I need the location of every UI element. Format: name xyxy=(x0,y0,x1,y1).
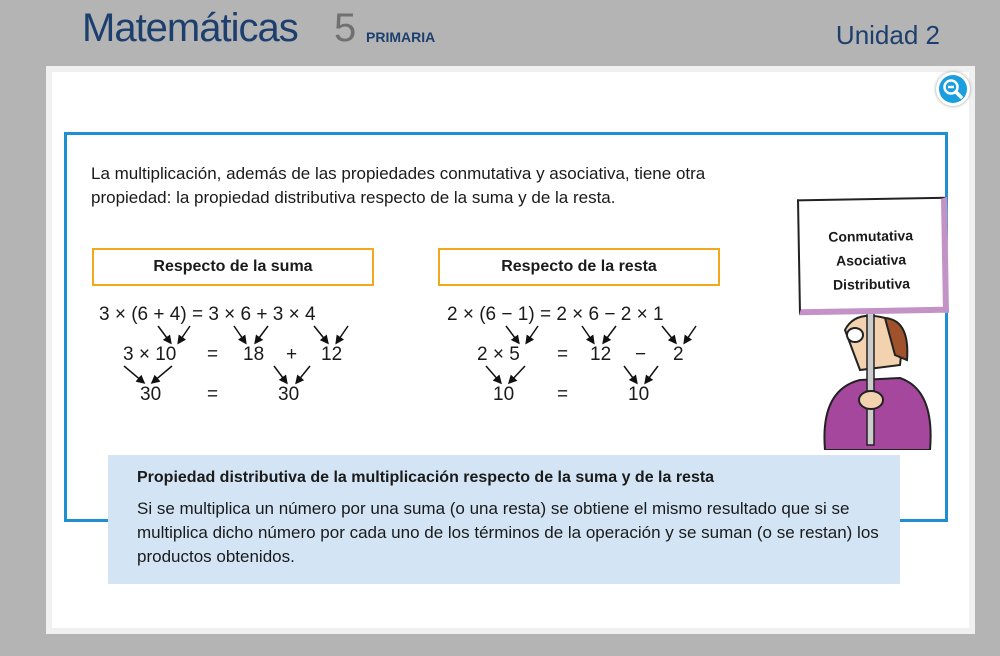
sign-line: Distributiva xyxy=(832,275,911,293)
definition-title: Propiedad distributiva de la multiplicación respecto de la suma y de la resta xyxy=(137,469,715,486)
sub-row2-term: 2 × 5 xyxy=(477,344,520,365)
grade-level: PRIMARIA xyxy=(366,29,436,45)
book-title: Matemáticas xyxy=(82,6,298,50)
sub-label: Respecto de la resta xyxy=(438,248,720,286)
unit-label: Unidad 2 xyxy=(835,20,940,50)
sum-row2-a: 18 xyxy=(243,344,265,365)
sub-row2-op: − xyxy=(635,344,647,365)
sum-row2-term: 3 × 10 xyxy=(123,344,177,365)
sub-row2-a: 12 xyxy=(590,344,612,365)
sign-line: Asociativa xyxy=(835,251,907,269)
sub-row3-left: 10 xyxy=(493,384,515,405)
grade-number: 5 xyxy=(334,6,357,50)
sub-row2-eq: = xyxy=(557,344,569,365)
sum-row1: 3 × (6 + 4) = 3 × 6 + 3 × 4 xyxy=(99,304,316,325)
sum-row2-op: + xyxy=(286,344,298,365)
sum-label: Respecto de la suma xyxy=(92,248,374,286)
sum-row3-left: 30 xyxy=(140,384,162,405)
sum-row3-eq: = xyxy=(207,384,219,405)
definition-box xyxy=(108,455,900,584)
sum-row2-eq: = xyxy=(207,344,219,365)
sub-row2-b: 2 xyxy=(673,344,684,365)
property-sign xyxy=(797,197,949,316)
sign-line: Conmutativa xyxy=(828,227,914,245)
sub-row1: 2 × (6 − 1) = 2 × 6 − 2 × 1 xyxy=(447,304,664,325)
sum-row2-b: 12 xyxy=(321,344,343,365)
sub-row3-right: 10 xyxy=(628,384,650,405)
intro-text: La multiplicación, además de las propiedades conmutativa y asociativa, tiene otra propiedad: la propiedad distributiva respecto de la suma y de la resta. xyxy=(91,164,706,207)
sub-row3-eq: = xyxy=(557,384,569,405)
character-illustration xyxy=(815,310,945,450)
definition-body: Si se multiplica un número por una suma (o una resta) se obtiene el mismo resultado que si se multiplica dicho número por cada uno de los términos de la operación y se suman (o se restan) los productos obtenidos. xyxy=(137,499,879,566)
sum-row3-right: 30 xyxy=(278,384,300,405)
